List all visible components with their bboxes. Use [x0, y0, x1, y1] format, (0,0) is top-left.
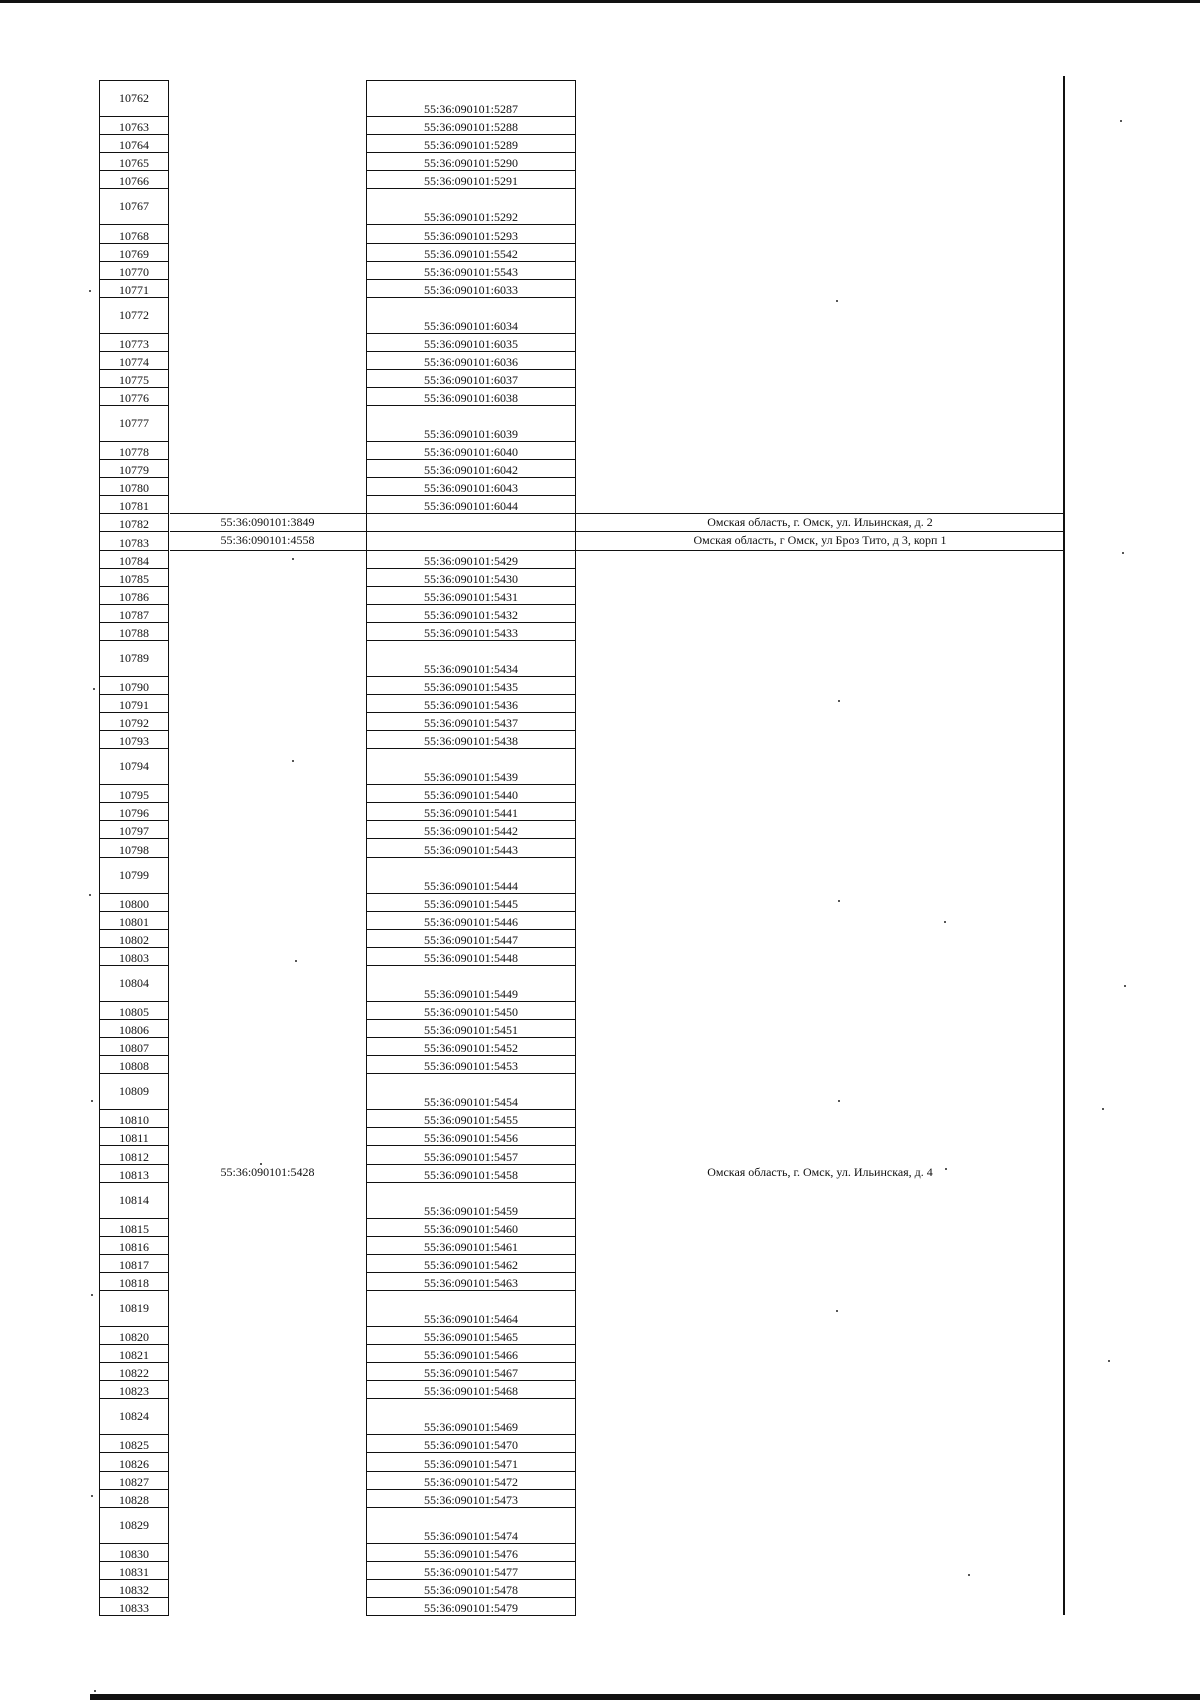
row-number: 10828 — [99, 1489, 169, 1508]
cadastral-number: 55:36:090101:5454 — [366, 1073, 576, 1110]
cadastral-number: 55:36:090101:6035 — [366, 333, 576, 352]
row-number: 10819 — [99, 1290, 169, 1327]
cadastral-number: 55:36:090101:5437 — [366, 712, 576, 731]
row-number: 10773 — [99, 333, 169, 352]
row-number: 10825 — [99, 1434, 169, 1453]
cadastral-number: 55:36:090101:5448 — [366, 947, 576, 966]
row-number: 10777 — [99, 405, 169, 442]
row-number: 10817 — [99, 1254, 169, 1273]
cadastral-number: 55:36:090101:6034 — [366, 297, 576, 334]
scan-speck — [836, 300, 838, 302]
row-number: 10770 — [99, 261, 169, 280]
scan-bottom-edge — [90, 1694, 1200, 1700]
cadastral-number: 55:36:090101:6038 — [366, 387, 576, 406]
row-number: 10810 — [99, 1109, 169, 1128]
cadastral-number: 55:36:090101:5290 — [366, 152, 576, 171]
row-number: 10784 — [99, 550, 169, 569]
cadastral-number: 55:36:090101:5461 — [366, 1236, 576, 1255]
row-number: 10767 — [99, 188, 169, 225]
row-number: 10780 — [99, 477, 169, 496]
cadastral-number: 55:36:090101:6039 — [366, 405, 576, 442]
scan-speck — [944, 921, 946, 923]
row-number: 10778 — [99, 441, 169, 460]
row-number: 10788 — [99, 622, 169, 641]
cadastral-number: 55:36:090101:5465 — [366, 1326, 576, 1345]
cadastral-number: 55:36:090101:6042 — [366, 459, 576, 478]
group-parcel-number: 55:36:090101:5428 — [220, 1165, 315, 1180]
row-number: 10779 — [99, 459, 169, 478]
row-number: 10792 — [99, 712, 169, 731]
row-number: 10833 — [99, 1597, 169, 1616]
cadastral-number: 55:36:090101:5289 — [366, 134, 576, 153]
row-number: 10774 — [99, 351, 169, 370]
row-number: 10791 — [99, 694, 169, 713]
scan-speck — [292, 558, 294, 560]
parcel-number: 55:36:090101:4558 — [220, 532, 315, 547]
row-number: 10785 — [99, 568, 169, 587]
cadastral-number: 55:36:090101:5479 — [366, 1597, 576, 1616]
cadastral-number: 55:36:090101:5467 — [366, 1362, 576, 1381]
parcel-address: Омская область, г. Омск, ул. Ильинская, д. 2 — [707, 514, 933, 529]
scan-top-edge — [0, 0, 1200, 3]
row-number: 10832 — [99, 1579, 169, 1598]
row-number: 10800 — [99, 893, 169, 912]
row-number: 10814 — [99, 1182, 169, 1219]
cadastral-number: 55:36:090101:5444 — [366, 857, 576, 894]
row-number: 10827 — [99, 1471, 169, 1490]
cadastral-number: 55:36:090101:5436 — [366, 694, 576, 713]
row-number: 10768 — [99, 224, 169, 243]
scan-speck — [93, 688, 95, 690]
row-number: 10805 — [99, 1001, 169, 1020]
row-number: 10808 — [99, 1055, 169, 1074]
cadastral-number: 55:36:090101:5476 — [366, 1543, 576, 1562]
cadastral-number: 55:36:090101:5440 — [366, 784, 576, 803]
cadastral-number: 55:36:090101:5471 — [366, 1452, 576, 1471]
cadastral-number: 55:36:090101:5469 — [366, 1398, 576, 1435]
cadastral-number: 55:36:090101:5430 — [366, 568, 576, 587]
scan-speck — [1108, 1360, 1110, 1362]
row-number: 10804 — [99, 965, 169, 1002]
row-number: 10771 — [99, 279, 169, 298]
cadastral-number: 55:36:090101:6043 — [366, 477, 576, 496]
row-number: 10809 — [99, 1073, 169, 1110]
cadastral-number: 55:36:090101:5468 — [366, 1380, 576, 1399]
row-number: 10787 — [99, 604, 169, 623]
row-number: 10807 — [99, 1037, 169, 1056]
scan-speck — [1120, 120, 1122, 122]
row-number: 10772 — [99, 297, 169, 334]
row-number: 10799 — [99, 857, 169, 894]
row-number: 10830 — [99, 1543, 169, 1562]
scan-speck — [945, 1168, 947, 1170]
row-number: 10816 — [99, 1236, 169, 1255]
cadastral-number: 55:36:090101:5431 — [366, 586, 576, 605]
cadastral-number: 55:36:090101:5443 — [366, 838, 576, 857]
row-number: 10801 — [99, 911, 169, 930]
scan-speck — [1102, 1108, 1104, 1110]
row-number: 10776 — [99, 387, 169, 406]
cadastral-number: 55:36:090101:6036 — [366, 351, 576, 370]
cadastral-number: 55:36:090101:6040 — [366, 441, 576, 460]
cadastral-number: 55:36:090101:5466 — [366, 1344, 576, 1363]
scan-speck — [91, 1100, 93, 1102]
scan-speck — [1122, 552, 1124, 554]
row-number: 10790 — [99, 676, 169, 695]
scan-speck — [94, 1690, 96, 1692]
row-number: 10798 — [99, 838, 169, 857]
row-number: 10762 — [99, 80, 169, 117]
scan-speck — [836, 1310, 838, 1312]
cadastral-number: 55:36:090101:5478 — [366, 1579, 576, 1598]
scan-speck — [292, 760, 294, 762]
parcel-number: 55:36:090101:3849 — [220, 514, 315, 529]
row-number: 10806 — [99, 1019, 169, 1038]
parcel-address: Омская область, г Омск, ул Броз Тито, д 3, корп 1 — [693, 532, 947, 547]
row-number: 10812 — [99, 1145, 169, 1164]
row-number: 10826 — [99, 1452, 169, 1471]
row-number: 10789 — [99, 640, 169, 677]
cadastral-number: 55:36:090101:5477 — [366, 1561, 576, 1580]
row-number: 10815 — [99, 1218, 169, 1237]
cadastral-number: 55:36:090101:5433 — [366, 622, 576, 641]
cadastral-number: 55:36:090101:5429 — [366, 550, 576, 569]
cadastral-number: 55:36:090101:5432 — [366, 604, 576, 623]
row-number: 10813 — [99, 1164, 169, 1183]
cadastral-number: 55:36:090101:5455 — [366, 1109, 576, 1128]
row-number: 10786 — [99, 586, 169, 605]
cadastral-number: 55:36:090101:5472 — [366, 1471, 576, 1490]
cadastral-number: 55:36:090101:5434 — [366, 640, 576, 677]
row-number: 10803 — [99, 947, 169, 966]
cadastral-number: 55:36:090101:5293 — [366, 224, 576, 243]
cadastral-number: 55:36:090101:5473 — [366, 1489, 576, 1508]
row-number: 10781 — [99, 495, 169, 514]
row-number: 10797 — [99, 820, 169, 839]
cadastral-number: 55:36:090101:5474 — [366, 1507, 576, 1544]
cadastral-number: 55:36:090101:5446 — [366, 911, 576, 930]
cadastral-number: 55:36:090101:5459 — [366, 1182, 576, 1219]
cadastral-number: 55:36:090101:5438 — [366, 730, 576, 749]
cadastral-number: 55:36:090101:5460 — [366, 1218, 576, 1237]
row-number: 10818 — [99, 1272, 169, 1291]
row-number: 10795 — [99, 784, 169, 803]
group-address: Омская область, г. Омск, ул. Ильинская, д. 4 — [707, 1165, 933, 1180]
cadastral-number: 55:36:090101:5450 — [366, 1001, 576, 1020]
cadastral-number: 55:36:090101:5439 — [366, 748, 576, 785]
scan-speck — [91, 1495, 93, 1497]
cadastral-number: 55:36:090101:5291 — [366, 170, 576, 189]
scan-speck — [1124, 985, 1126, 987]
row-number: 10783 — [99, 531, 169, 550]
row-number: 10829 — [99, 1507, 169, 1544]
row-number: 10766 — [99, 170, 169, 189]
row-number: 10764 — [99, 134, 169, 153]
row-number: 10820 — [99, 1326, 169, 1345]
cadastral-number: 55:36:090101:5445 — [366, 893, 576, 912]
scan-speck — [260, 1163, 262, 1165]
cadastral-number: 55:36:090101:5451 — [366, 1019, 576, 1038]
cadastral-number: 55:36:090101:5458 — [366, 1164, 576, 1183]
row-number: 10796 — [99, 802, 169, 821]
cadastral-number: 55:36:090101:5462 — [366, 1254, 576, 1273]
scan-speck — [838, 1100, 840, 1102]
scan-speck — [838, 700, 840, 702]
row-number: 10794 — [99, 748, 169, 785]
cadastral-number: 55:36:090101:5463 — [366, 1272, 576, 1291]
cadastral-number: 55:36.090101:5542 — [366, 243, 576, 262]
row-number: 10822 — [99, 1362, 169, 1381]
row-number: 10824 — [99, 1398, 169, 1435]
scan-speck — [968, 1574, 970, 1576]
cadastral-number: 55:36:090101:5453 — [366, 1055, 576, 1074]
scan-speck — [89, 290, 91, 292]
cadastral-number: 55:36:090101:5441 — [366, 802, 576, 821]
cadastral-number: 55:36:090101:5287 — [366, 80, 576, 117]
cadastral-number: 55:36:090101:5435 — [366, 676, 576, 695]
cadastral-number: 55:36:090101:6044 — [366, 495, 576, 514]
cadastral-number: 55:36:090101:5449 — [366, 965, 576, 1002]
scan-speck — [838, 900, 840, 902]
cadastral-number: 55:36:090101:5288 — [366, 116, 576, 135]
scan-speck — [295, 960, 297, 962]
row-number: 10782 — [99, 513, 169, 532]
row-number: 10823 — [99, 1380, 169, 1399]
cadastral-number: 55:36:090101:5457 — [366, 1145, 576, 1164]
cadastral-number: 55:36:090101:5442 — [366, 820, 576, 839]
cadastral-number: 55:36:090101:6037 — [366, 369, 576, 388]
row-number: 10769 — [99, 243, 169, 262]
cadastral-number: 55:36:090101:6033 — [366, 279, 576, 298]
row-number: 10811 — [99, 1127, 169, 1146]
scan-speck — [89, 894, 91, 896]
row-number: 10831 — [99, 1561, 169, 1580]
cadastral-number: 55:36:090101:5456 — [366, 1127, 576, 1146]
address-column-right-border — [1063, 76, 1065, 1615]
row-number: 10765 — [99, 152, 169, 171]
scan-speck — [91, 1294, 93, 1296]
cadastral-number: 55:36:090101:5470 — [366, 1434, 576, 1453]
row-number: 10763 — [99, 116, 169, 135]
row-number: 10793 — [99, 730, 169, 749]
cadastral-number: 55:36:090101:5464 — [366, 1290, 576, 1327]
cadastral-number: 55:36:090101:5452 — [366, 1037, 576, 1056]
cadastral-number: 55:36:090101:5292 — [366, 188, 576, 225]
cadastral-number: 55:36:090101:5543 — [366, 261, 576, 280]
row-number: 10821 — [99, 1344, 169, 1363]
row-number: 10775 — [99, 369, 169, 388]
row-number: 10802 — [99, 929, 169, 948]
cadastral-number: 55:36:090101:5447 — [366, 929, 576, 948]
